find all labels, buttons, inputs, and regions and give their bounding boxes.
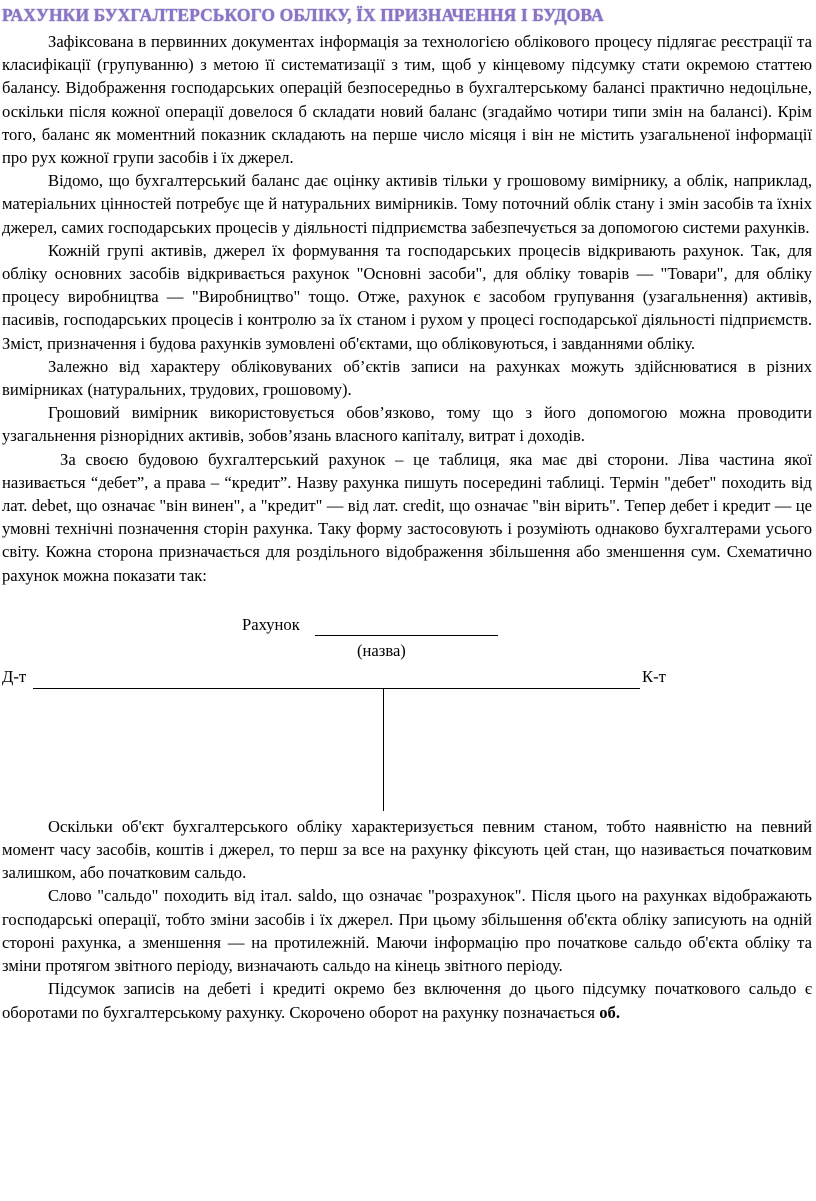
credit-label: К-т: [642, 666, 666, 686]
account-name-underline: [315, 635, 498, 636]
paragraph: За своєю будовою бухгалтерський рахунок – це таблиця, яка має дві сторони. Ліва частина якої називається “дебет”, а права – “кредит”. Назву рахунка пишуть посередині таблиці. Термін "дебет" походить від лат. debet, що означає "він винен", а "кредит" — від лат. credit, що означає "він вірить". Тепер дебет і кредит — це умовні технічні позначення сторін рахунка. Таку форму застосовують і розуміють однаково бухгалтерами усього світу. Кожна сторона призначається для роздільного відображення збільшення або зменшення сум. Схематично рахунок можна показати так:: [2, 449, 812, 585]
abbreviation-bold: об.: [599, 1002, 620, 1022]
paragraph-text: Підсумок записів на дебеті і кредиті окремо без включення до цього підсумку початкового сальдо є оборотами по бухгалтерському рахунку. Скорочено оборот на рахунку позначається: [2, 979, 812, 1022]
paragraph: Відомо, що бухгалтерський баланс дає оцінку активів тільки у грошовому вимірнику, а облік, наприклад, матеріальних цінностей потребує ще й натуральних вимірників. Тому поточний облік стану і змін засобів та їхніх джерел, самих господарських процесів у діяльності підприємства забезпечується за допомогою системи рахунків.: [2, 171, 812, 237]
account-scheme: [2, 615, 812, 815]
page-title: РАХУНКИ БУХГАЛТЕРСЬКОГО ОБЛІКУ, ЇХ ПРИЗНАЧЕННЯ І БУДОВА: [2, 5, 604, 25]
paragraph: Оскільки об'єкт бухгалтерського обліку характеризується певним станом, тобто наявністю на певний момент часу засобів, коштів і джерел, то перш за все на рахунку фіксують цей стан, що називається початковим залишком, або початковим сальдо.: [2, 816, 812, 883]
paragraph: Зафіксована в первинних документах інформація за технологією облікового процесу підлягає реєстрації та класифікації (групуванню) з метою її систематизації з тим, щоб у кінцевому підсумку стати окремою статтею балансу. Відображення господарських операцій безпосередньо в бухгалтерському балансі практично недоцільне, оскільки після кожної операції довелося б складати новий баланс (згадаймо чотири типи змін на балансі). Крім того, баланс як моментний показник складають на перше число місяця і він не містить узагальненої інформації про рух кожної групи засобів і їх джерел.: [2, 32, 812, 168]
paragraph: Слово "сальдо" походить від італ. saldo, що означає "розрахунок". Після цього на рахунках відображають господарські операції, тобто зміни засобів і їх джерел. При цьому збільшення об'єкта обліку записують на одній стороні рахунка, а зменшення — на протилежній. Маючи інформацію про початкове сальдо об'єкта обліку та зміни протягом звітного періоду, визначають сальдо на кінець звітного періоду.: [2, 886, 812, 976]
t-account-horizontal-line: [33, 688, 640, 689]
account-name-caption: (назва): [357, 640, 406, 660]
paragraph: Залежно від характеру обліковуваних об’єктів записи на рахунках можуть здійснюватися в різних вимірниках (натуральних, трудових, грошовому).: [2, 356, 812, 400]
paragraph: Грошовий вимірник використовується обов’язково, тому що з його допомогою можна проводити узагальнення різнорідних активів, зобов’язань власного капіталу, витрат і доходів.: [2, 403, 812, 446]
debit-label: Д-т: [2, 666, 27, 686]
paragraph-last: [2, 977, 812, 1023]
account-label: Рахунок: [242, 614, 300, 634]
t-account-vertical-line: [383, 689, 384, 811]
paragraph: Кожній групі активів, джерел їх формування та господарських процесів відкривають рахунок. Так, для обліку основних засобів відкривається рахунок "Основні засоби", для обліку товарів — "Товари", для обліку процесу виробництва — "Виробництво" тощо. Отже, рахунок є засобом групування (узагальнення) активів, пасивів, господарських процесів і контролю за їх станом і рухом у процесі господарської діяльності підприємств. Зміст, призначення і будова рахунків зумовлені об'єктами, що обліковуються, і завданнями обліку.: [2, 240, 812, 353]
